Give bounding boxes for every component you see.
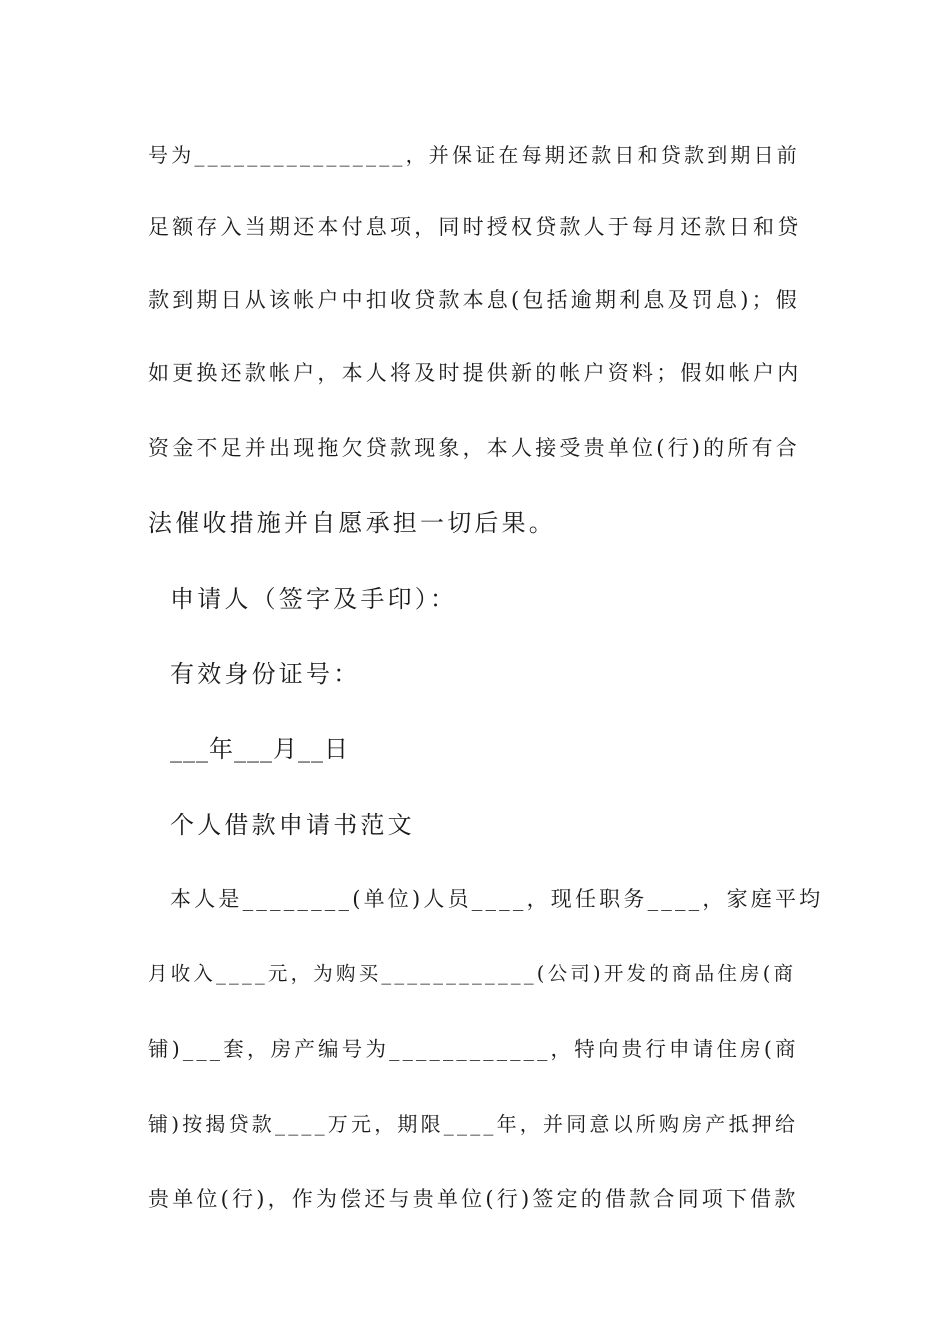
- paragraph-line: 足额存入当期还本付息项，同时授权贷款人于每月还款日和贷: [148, 215, 802, 239]
- paragraph-line: 款到期日从该帐户中扣收贷款本息(包括逾期利息及罚息)；假: [148, 288, 800, 312]
- paragraph-line: 如更换还款帐户，本人将及时提供新的帐户资料；假如帐户内: [148, 361, 802, 385]
- paragraph-line: 号为________________，并保证在每期还款日和贷款到期日前: [148, 143, 800, 167]
- paragraph-line: 本人是________(单位)人员____，现任职务____，家庭平均: [170, 887, 824, 911]
- paragraph-line: 铺)按揭贷款____万元，期限____年，并同意以所购房产抵押给: [148, 1112, 799, 1136]
- section-title: 个人借款申请书范文: [170, 811, 415, 839]
- paragraph-line: 月收入____元，为购买____________(公司)开发的商品住房(商: [148, 962, 797, 985]
- date-line: ___年___月__日: [170, 735, 349, 763]
- paragraph-line: 资金不足并出现拖欠贷款现象，本人接受贵单位(行)的所有合: [148, 436, 800, 460]
- paragraph-line: 贵单位(行)，作为偿还与贵单位(行)签定的借款合同项下借款: [148, 1187, 799, 1211]
- id-number-label: 有效身份证号：: [170, 660, 361, 688]
- paragraph-line: 法催收措施并自愿承担一切后果。: [148, 509, 556, 537]
- paragraph-line: 铺)___套，房产编号为____________，特向贵行申请住房(商: [148, 1037, 799, 1061]
- applicant-signature-label: 申请人（签字及手印）：: [170, 585, 458, 613]
